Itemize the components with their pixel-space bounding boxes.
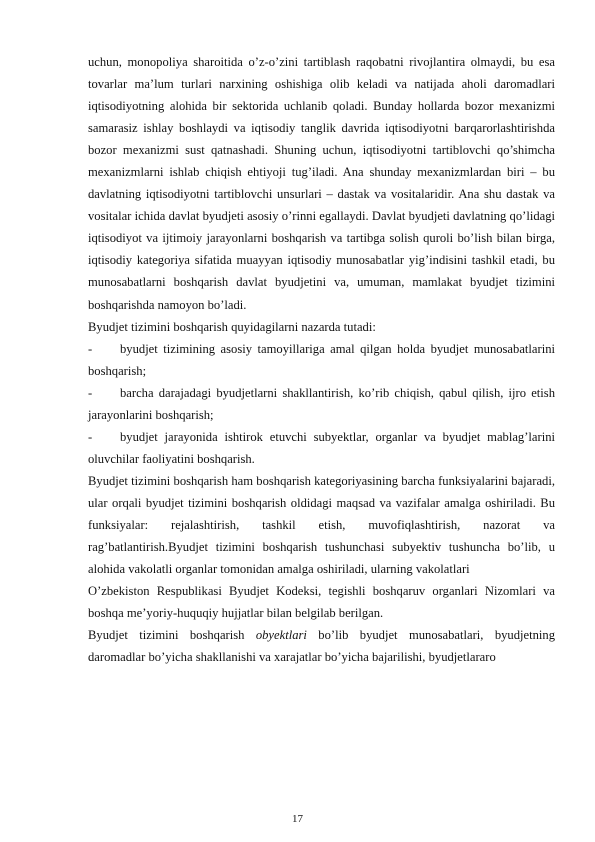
list-item-text: barcha darajadagi byudjetlarni shakllantirish, ko’rib chiqish, qabul qilish, ijro etish jarayonlarini boshqarish; [88,385,555,422]
paragraph-intro: uchun, monopoliya sharoitida o’z-o’zini tartiblash raqobatni rivojlantira olmaydi, bu esa tovarlar ma’lum turlari narxining oshishiga olib keladi va natijada aholi daromadlari iqtisodiyotning alohida bir sektorida uchlanib qoladi. Bunday hollarda bozor mexanizmi samarasiz ishlay boshlaydi va iqtisodiy tanglik davrida iqtisodiyotni barqarorlashtirishda bozor mexanizmi sust qatnashadi. Shuning uchun, iqtisodiyotni tartiblovchi qo’shimcha mexanizmlarni ishlab chiqish ehtiyoji tug’iladi. Ana shunday mexanizmlardan biri – bu davlatning iqtisodiyotni tartiblovchi unsurlari – dastak va vositalaridir. Ana shu dastak va vositalar ichida davlat byudjeti asosiy o’rinni egallaydi. Davlat byudjeti davlatning qo’lidagi iqtisodiyot va ijtimoiy jarayonlarni boshqarish va tartibga solish quroli bo’lish bilan birga, iqtisodiy kategoriya sifatida muayyan iqtisodiy munosabatlar yig’indisini tashkil etadi, bu munosabatlarni boshqarish davlat byudjetini va, umuman, mamlakat byudjet tizimini boshqarishda namoyon bo’ladi. [88,55,555,312]
list-item-text: byudjet tizimining asosiy tamoyillariga amal qilgan holda byudjet munosabatlarini boshqarish; [88,341,555,378]
bullet-dash: - [88,385,93,400]
paragraph-objects [88,624,555,668]
paragraph-objects-emphasis: obyektlari [255,628,307,643]
list-item [88,426,555,470]
bullet-dash: - [88,341,93,356]
paragraph-objects-end: bo’lib byudjet munosabatlari, byudjetning daromadlar bo’yicha shakllanishi va xarajatlar bo’yicha bajarilishi, byudjetlararo [88,628,555,665]
body-text [88,51,555,668]
list-item [88,382,555,426]
paragraph-legal-basis: O’zbekiston Respublikasi Byudjet Kodeksi, tegishli boshqaruv organlari Nizomlari va boshqa me’yoriy-huquqiy hujjatlar bilan belgilab berilgan. [88,584,555,621]
paragraph-list-intro: Byudjet tizimini boshqarish quyidagilarni nazarda tutadi: [88,319,376,334]
bullet-dash: - [88,429,93,444]
paragraph-objects-start: Byudjet tizimini boshqarish [88,628,256,643]
list-item-text: byudjet jarayonida ishtirok etuvchi subyektlar, organlar va byudjet mablag’larini oluvchilar faoliyatini boshqarish. [88,429,555,466]
list-item [88,338,555,382]
paragraph-functions: Byudjet tizimini boshqarish ham boshqarish kategoriyasining barcha funksiyalarini bajaradi, ular orqali byudjet tizimini boshqarish oldidagi maqsad va vazifalar amalga oshiriladi. Bu funksiyalar: rejalashtirish, tashkil etish, muvofiqlashtirish, nazorat va rag’batlantirish.Byudjet tizimini boshqarish tushunchasi subyektiv tushuncha bo’lib, u alohida vakolatli organlar tomonidan amalga oshiriladi, ularning vakolatlari [88,473,555,577]
page-number: 17 [292,813,303,825]
